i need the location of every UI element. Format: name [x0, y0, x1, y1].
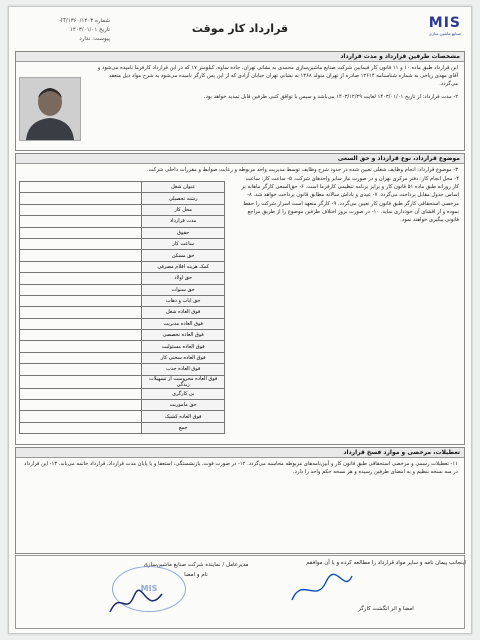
wage-row	[20, 182, 225, 193]
wage-label: کمک هزینه اقلام مصرفی	[142, 261, 225, 272]
wage-value	[20, 411, 142, 422]
wage-value	[20, 364, 142, 375]
wage-label: حق اولاد	[142, 273, 225, 284]
wage-row	[20, 388, 225, 399]
wage-value	[20, 216, 142, 227]
wage-label: رشته تحصیلی	[142, 193, 225, 204]
wage-value	[20, 400, 142, 411]
wage-label: فوق العاده کشیک	[142, 411, 225, 422]
wage-row	[20, 375, 225, 388]
wage-value	[20, 330, 142, 341]
wage-label: حق ایاب و ذهاب	[142, 295, 225, 306]
wage-row	[20, 422, 225, 433]
termination-section-title: تعطیلات، مرخصی و موارد فسخ قرارداد	[16, 448, 464, 458]
logo-mark: MIS	[428, 15, 461, 31]
wage-row	[20, 295, 225, 306]
wage-table	[19, 181, 225, 434]
wage-value	[20, 204, 142, 215]
employer-signature-label: مدیرعامل / نماینده شرکت صنایع ماشین‌سازی	[143, 562, 249, 568]
wage-label: محل کار	[142, 204, 225, 215]
wage-value	[20, 307, 142, 318]
wage-value	[20, 261, 142, 272]
contract-clauses: ۴- محل انجام کار: دفتر مرکزی تهران و در صورت نیاز سایر واحدهای شرکت. ۵- ساعت کار: ساعت کار روزانه طبق ماده ۵۱ قانون کار و برابر برنامه تنظیمی کارفرما است. ۶- حق‌السعی کارگر ماهانه بر اساس جدول مقابل پرداخت می‌گردد. ۷- عیدی و پاداش سالانه مطابق قانون پرداخت خواهد شد. ۸- مرخصی استحقاقی کارگر طبق قانون کار تعیین می‌گردد. ۹- کارگر متعهد است اسرار شرکت را حفظ نموده و از افشای آن خودداری نماید. ۱۰- در صورت بروز اختلاف طرفین موضوع را از طریق مراجع قانونی پیگیری خواهند نمود.	[241, 176, 459, 224]
wage-label: حق مسکن	[142, 250, 225, 261]
logo-subtitle: صنایع ماشین سازی	[428, 31, 461, 36]
wage-value	[20, 388, 142, 399]
wage-label: حقوق	[142, 227, 225, 238]
contract-duration: ۲- مدت قرارداد: از تاریخ ۱۴۰۳/۰۱/۰۱ لغایت ۱۴۰۳/۱۲/۲۹ می‌باشد و سپس با توافق کتبی طرفین قابل تمدید خواهد بود.	[203, 93, 458, 100]
wage-label: ساعت کار	[142, 238, 225, 249]
wage-row	[20, 204, 225, 215]
wage-row	[20, 352, 225, 363]
parties-section-title: مشخصات طرفین قرارداد و مدت قرارداد	[16, 52, 464, 62]
wage-row	[20, 261, 225, 272]
wage-row	[20, 216, 225, 227]
wage-label: مدت قرارداد	[142, 216, 225, 227]
contract-page	[8, 6, 472, 634]
wage-row	[20, 364, 225, 375]
wage-value	[20, 273, 142, 284]
wage-label: فوق العاده مدیریت	[142, 318, 225, 329]
wage-value	[20, 182, 142, 193]
employee-signature-label: امضا و اثر انگشت کارگر	[358, 606, 414, 612]
document-header	[15, 13, 465, 47]
job-text: ۳- موضوع قرارداد: انجام وظایف شغلی تعیین شده در حدود شرح وظایف توسط مدیریت واحد مربوطه و رعایت ضوابط و مقررات داخلی شرکت.	[146, 167, 458, 173]
wage-row	[20, 250, 225, 261]
wage-label: فوق العاده مسئولیت	[142, 341, 225, 352]
wage-row	[20, 341, 225, 352]
parties-section	[15, 51, 465, 151]
wage-label: فوق العاده سختی کار	[142, 352, 225, 363]
wage-value	[20, 193, 142, 204]
wage-row	[20, 193, 225, 204]
employee-note: اینجانب پیمان نامه و سایر مواد قرارداد را مطالعه کرده و با آن موافقم	[306, 560, 466, 566]
company-logo	[406, 15, 461, 43]
job-section-title: موضوع قرارداد، نوع قرارداد و حق السعی	[16, 154, 464, 164]
wage-row	[20, 284, 225, 295]
document-title: قرارداد کار موقت	[191, 22, 289, 35]
wage-label: حق سنوات	[142, 284, 225, 295]
wage-row	[20, 411, 225, 422]
wage-label: حق ماموریت	[142, 400, 225, 411]
wage-label: فوق العاده تخصصی	[142, 330, 225, 341]
wage-value	[20, 238, 142, 249]
wage-row	[20, 400, 225, 411]
wage-row	[20, 307, 225, 318]
wage-label: فوق العاده جذب	[142, 364, 225, 375]
wage-label: عنوان شغل	[142, 182, 225, 193]
wage-value	[20, 352, 142, 363]
parties-text: این قرارداد طبق ماده ۱۰ و ۱۱ قانون کار فیمابین شرکت صنایع ماشین‌سازی محمدی به نشانی تهران، جاده ساوه، کیلومتر ۱۷ که در این قرارداد کارفرما نامیده می‌شود و آقای مهدی ریاحی به شماره شناسنامه ۱۲۶۱۴ صادره از تهران متولد ۱۳۶۸ به نشانی تهران خیابان آزادی که از این پس کارگر نامیده می‌شود به شرح مواد ذیل منعقد می‌گردد.	[97, 65, 458, 88]
wage-row	[20, 330, 225, 341]
employer-signature-mark	[106, 586, 166, 620]
wage-label: بن کارگری	[142, 388, 225, 399]
document-number: شماره ۱۳۶۰/۱۴۰۳/IT-	[58, 18, 110, 24]
wage-label: جمع	[142, 422, 225, 433]
wage-row	[20, 238, 225, 249]
wage-value	[20, 284, 142, 295]
employee-signature-mark	[286, 570, 356, 608]
wage-row	[20, 273, 225, 284]
wage-value	[20, 375, 142, 388]
document-attachment: پیوست: ندارد	[79, 36, 110, 42]
termination-section	[15, 447, 465, 554]
wage-row	[20, 318, 225, 329]
signature-section	[15, 555, 465, 629]
wage-value	[20, 422, 142, 433]
document-date: تاریخ ۱۴۰۳/۰۱/۰۱	[69, 27, 110, 33]
employer-signature-sub: نام و امضا	[184, 572, 208, 578]
wage-value	[20, 295, 142, 306]
wage-value	[20, 227, 142, 238]
employee-photo	[19, 77, 81, 141]
wage-label: فوق العاده محرومیت از تسهیلات زندگی	[142, 375, 225, 388]
wage-label: فوق العاده شغل	[142, 307, 225, 318]
wage-value	[20, 318, 142, 329]
termination-text: ۱۱- تعطیلات رسمی و مرخصی استحقاقی طبق قانون کار و آیین‌نامه‌های مربوطه محاسبه می‌گردد. ۱۲- در صورت فوت، بازنشستگی، استعفا و یا پایان مدت قرارداد، قرارداد خاتمه می‌یابد. ۱۳- این قرارداد در سه نسخه تنظیم و به امضای طرفین رسیده و هر نسخه حکم واحد را دارد.	[24, 461, 458, 476]
wage-row	[20, 227, 225, 238]
wage-value	[20, 250, 142, 261]
company-stamp: MIS	[112, 566, 186, 612]
wage-value	[20, 341, 142, 352]
